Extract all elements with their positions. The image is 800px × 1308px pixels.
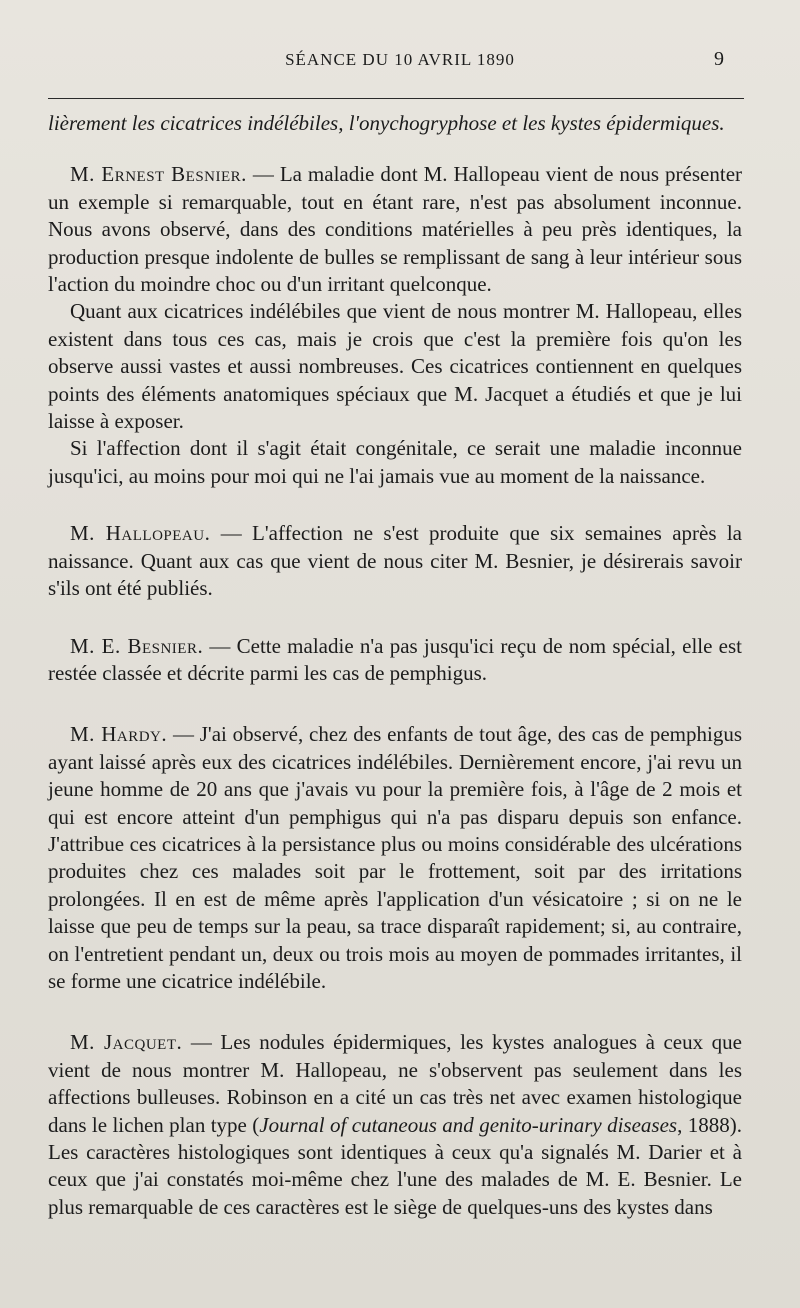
paragraph-hardy — [48, 721, 742, 995]
paragraph-jacquet — [48, 1029, 742, 1221]
paragraph-text: — La maladie dont M. Hallopeau vient de nous présenter un exemple si remarquable, tout en étant rare, n'est pas absolument inconnue. Nous avons observé, dans des conditions matérielles à peu près identiques, la production presque indolente de bulles se remplissant de sang à leur intérieur sous l'action du moindre choc ou d'un irritant quelconque. — [48, 162, 743, 297]
header-rule — [48, 98, 744, 99]
paragraph-text: — Cette maladie n'a pas jusqu'ici reçu de nom spécial, elle est restée classée et décrite parmi les cas de pemphigus. — [48, 633, 742, 685]
speaker-name: M. Ernest Besnier. — [70, 162, 247, 187]
document-body — [48, 110, 742, 1221]
paragraph-continuation — [48, 110, 742, 137]
paragraph-besnier — [48, 161, 742, 298]
speaker-name: M. Hardy. — [70, 722, 168, 747]
paragraph-hallopeau — [48, 520, 742, 602]
italic-text: lièrement les cicatrices indélébiles, l'onychogryphose et les kystes épidermiques. — [48, 111, 725, 135]
paragraph-text: Si l'affection dont il s'agit était congénitale, ce serait une maladie inconnue jusqu'ici, au moins pour moi qui ne l'ai jamais vue au moment de la naissance. — [48, 436, 742, 488]
speaker-name: M. Hallopeau. — [70, 521, 211, 546]
journal-citation: Journal of cutaneous and genito-urinary diseases — [259, 1112, 678, 1137]
running-head: SÉANCE DU 10 AVRIL 1890 — [285, 50, 515, 69]
paragraph-text: — Les nodules épidermiques, les kystes analogues à ceux que vient de nous montrer M. Hallopeau, ne s'observent pas seulement dans les affections bulleuses. Robinson en a cité un cas très net avec examen histologique dans le lichen plan type ( — [48, 1030, 742, 1137]
paragraph-e-besnier — [48, 633, 742, 688]
paragraph-text-block — [48, 298, 742, 435]
paragraph-text: , 1888). Les caractères histologiques sont identiques à ceux qu'a signalés M. Darier et à ceux que j'ai constatés moi-même chez l'une des malades de M. E. Besnier. Le plus remarquable de ces caractères est le siège de quelques-uns des kystes dans — [48, 1112, 742, 1219]
speaker-name: M. E. Besnier. — [70, 633, 204, 658]
paragraph-text: — J'ai observé, chez des enfants de tout âge, des cas de pemphigus ayant laissé après eux des cicatrices indélébiles. Dernièrement encore, j'ai revu un jeune homme de 20 ans que j'avais vu pour la première fois, à l'âge de 2 mois et qui est encore atteint d'un pemphigus qui n'a pas disparu depuis son enfance. J'attribue ces cicatrices à la persistance plus ou moins considérable des ulcérations produites chez ces malades soit par le frottement, soit par des irritations prolongées. Il en est de même après l'application d'un vésicatoire ; si on ne le laisse que peu de temps sur la peau, sa trace disparaît rapidement; si, au contraire, on l'entretient pendant un, deux ou trois mois au moyen de pommades irritantes, il se forme une cicatrice indélébile. — [48, 722, 743, 993]
page-number: 9 — [714, 48, 724, 70]
speaker-name: M. Jacquet. — [70, 1030, 183, 1055]
page-header — [48, 44, 752, 84]
paragraph-text: — L'affection ne s'est produite que six semaines après la naissance. Quant aux cas que vient de nous citer M. Besnier, je désirerais savoir s'ils ont été publiés. — [48, 521, 742, 601]
paragraph-text: Quant aux cicatrices indélébiles que vient de nous montrer M. Hallopeau, elles existent dans tous ces cas, mais je crois que c'est la première fois qu'on les observe aussi vastes et aussi nombreuses. Ces cicatrices contiennent en quelques points des éléments anatomiques spéciaux que M. Jacquet a étudiés et que je lui laisse à exposer. — [48, 299, 742, 434]
paragraph-text-block — [48, 435, 742, 490]
